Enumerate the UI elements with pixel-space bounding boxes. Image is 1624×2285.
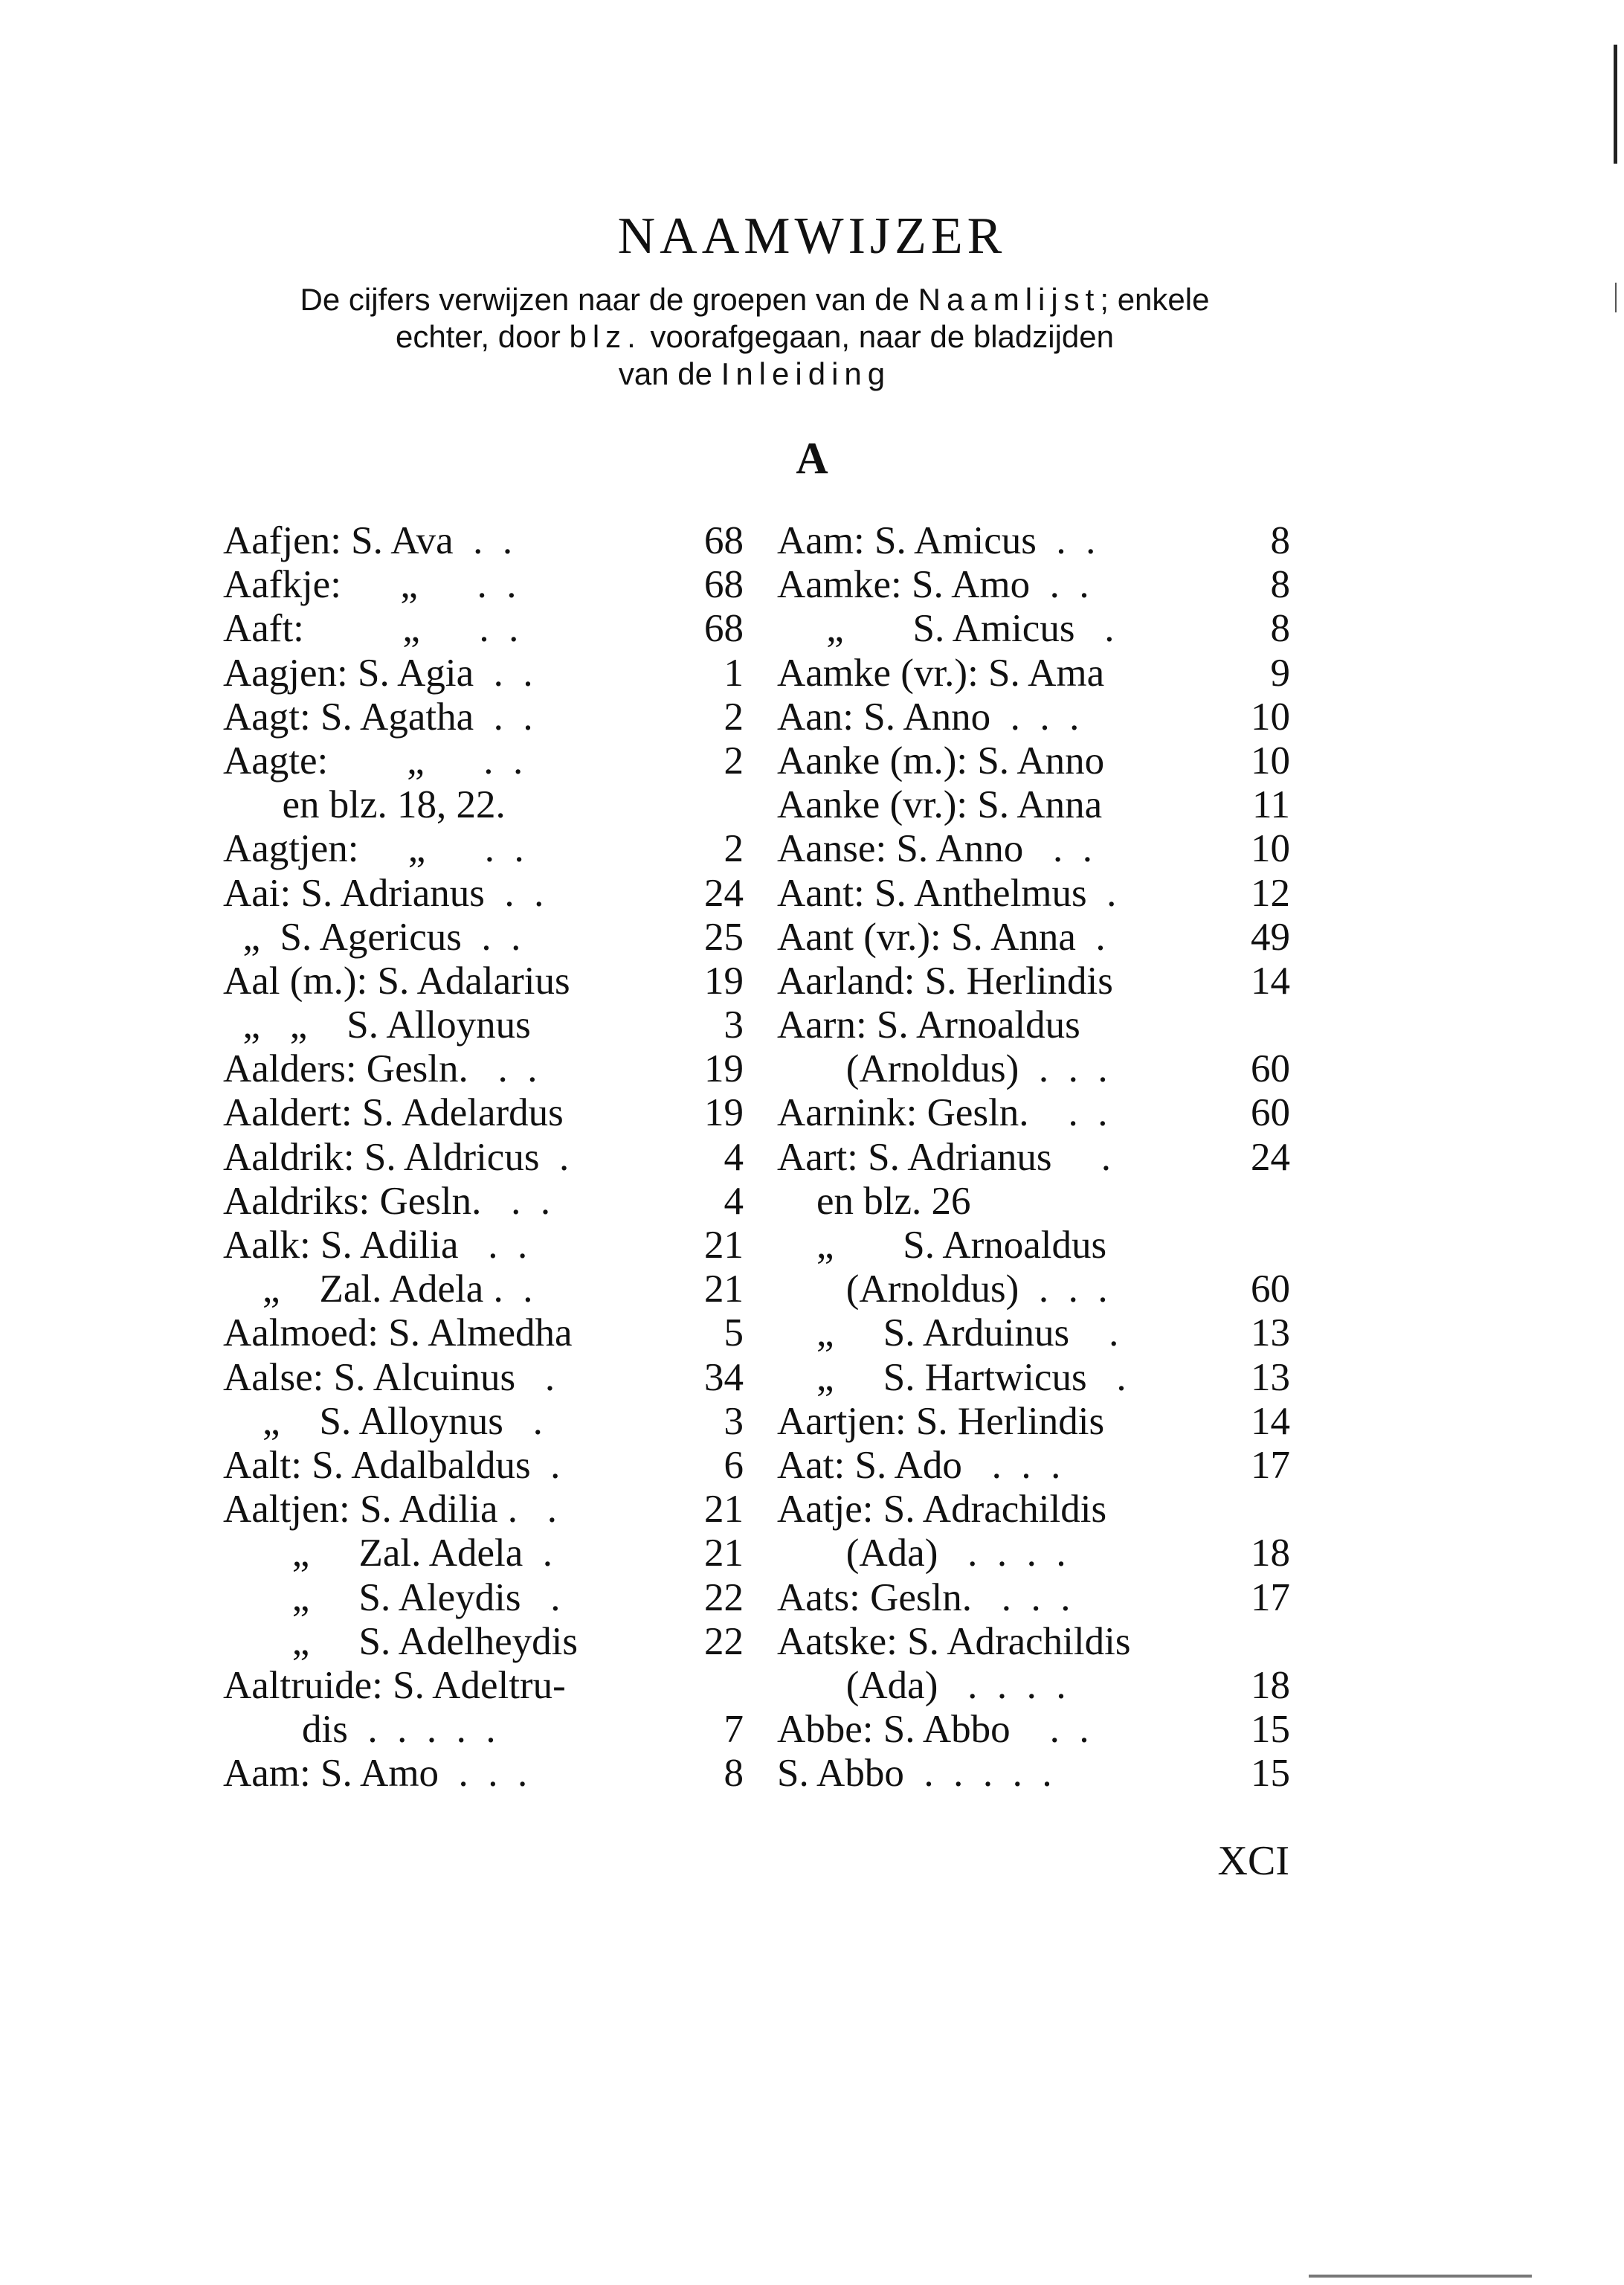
scan-edge-mark xyxy=(1615,283,1617,312)
index-entry xyxy=(223,1311,744,1355)
index-entry xyxy=(777,916,1290,960)
index-entry xyxy=(777,607,1290,651)
index-entry xyxy=(777,652,1290,695)
entry-number: 7 xyxy=(724,1708,744,1752)
index-entry xyxy=(777,1708,1290,1752)
entry-number: 18 xyxy=(1251,1532,1290,1575)
entry-text: Aai: S. Adrianus . . xyxy=(223,871,544,915)
entry-text: Aatske: S. Adrachildis xyxy=(777,1619,1131,1663)
index-entry xyxy=(777,1752,1290,1796)
entry-number: 22 xyxy=(704,1619,744,1663)
entry-text: „ Zal. Adela . . xyxy=(223,1267,533,1311)
index-entry xyxy=(777,563,1290,607)
index-entry xyxy=(777,1267,1290,1311)
entry-text: (Arnoldus) . . . xyxy=(777,1267,1108,1311)
index-entry xyxy=(223,1532,744,1575)
entry-number: 4 xyxy=(724,1179,744,1223)
entry-text: „ S. Agericus . . xyxy=(223,915,521,959)
entry-number: 2 xyxy=(724,695,744,739)
entry-number: 60 xyxy=(1251,1047,1290,1091)
entry-text: Aarn: S. Arnoaldus xyxy=(777,1003,1080,1047)
page-number: XCI xyxy=(1217,1838,1289,1884)
entry-text: „ S. Aleydis . xyxy=(223,1575,561,1619)
entry-number: 8 xyxy=(1270,607,1290,651)
entry-number: 21 xyxy=(704,1532,744,1575)
index-entry xyxy=(777,519,1290,563)
entry-number: 21 xyxy=(704,1267,744,1311)
index-entry xyxy=(223,960,744,1003)
entry-number: 3 xyxy=(724,1399,744,1443)
index-entry xyxy=(777,695,1290,739)
entry-text: „ S. Adelheydis xyxy=(223,1619,578,1663)
index-entry xyxy=(777,872,1290,916)
entry-number: 60 xyxy=(1251,1267,1290,1311)
entry-text: Aaldrik: S. Aldricus . xyxy=(223,1135,570,1179)
intro-note xyxy=(216,281,1294,393)
entry-text: Aamke: S. Amo . . xyxy=(777,563,1089,607)
index-entry xyxy=(777,739,1290,783)
index-entry xyxy=(223,827,744,871)
entry-number: 10 xyxy=(1251,827,1290,871)
index-entry xyxy=(777,1003,1290,1047)
entry-text: Abbe: S. Abbo . . xyxy=(777,1708,1089,1752)
entry-number: 8 xyxy=(724,1752,744,1796)
entry-number: 24 xyxy=(704,871,744,915)
entry-text: (Arnoldus) . . . xyxy=(777,1047,1108,1091)
index-entry xyxy=(777,1620,1290,1664)
entry-text: Aanse: S. Anno . . xyxy=(777,827,1092,871)
entry-text: Aart: S. Adrianus . xyxy=(777,1135,1111,1179)
index-entry xyxy=(777,960,1290,1003)
index-column-left xyxy=(223,519,744,1796)
entry-number: 25 xyxy=(704,915,744,959)
index-column-right xyxy=(777,519,1290,1796)
entry-text: Aam: S. Amo . . . xyxy=(223,1752,528,1796)
entry-number: 11 xyxy=(1251,783,1290,827)
entry-number: 2 xyxy=(724,739,744,782)
entry-text: „ S. Alloynus . xyxy=(223,1399,543,1443)
section-letter: A xyxy=(796,434,828,483)
entry-number: 19 xyxy=(704,959,744,1003)
entry-number: 10 xyxy=(1251,695,1290,739)
entry-text: „ S. Arduinus . xyxy=(777,1311,1119,1355)
entry-text: Aan: S. Anno . . . xyxy=(777,695,1080,739)
entry-text: „ Zal. Adela . xyxy=(223,1532,553,1575)
entry-text: en blz. 26 xyxy=(777,1179,971,1223)
index-entry xyxy=(777,1532,1290,1575)
entry-number: 17 xyxy=(1251,1443,1290,1487)
entry-text: „ S. Hartwicus . xyxy=(777,1355,1127,1399)
intro-line-3: van de Inleiding xyxy=(618,356,892,391)
entry-number: 14 xyxy=(1251,959,1290,1003)
index-entry xyxy=(223,1488,744,1532)
entry-number: 49 xyxy=(1251,915,1290,959)
entry-number: 19 xyxy=(704,1047,744,1091)
index-entry xyxy=(777,1444,1290,1488)
index-entry xyxy=(223,652,744,695)
entry-text: Aam: S. Amicus . . xyxy=(777,519,1096,562)
index-entry xyxy=(223,872,744,916)
entry-number: 10 xyxy=(1251,739,1290,782)
entry-text: „ „ S. Alloynus xyxy=(223,1003,531,1047)
entry-text: Aatje: S. Adrachildis xyxy=(777,1488,1107,1532)
index-entry xyxy=(777,1400,1290,1444)
entry-number: 2 xyxy=(724,827,744,871)
index-entry xyxy=(223,1224,744,1267)
entry-text: Aagte: „ . . xyxy=(223,739,523,782)
entry-number: 22 xyxy=(704,1575,744,1619)
intro-line-1: De cijfers verwijzen naar de groepen van de Naamlijst; enkele xyxy=(300,282,1210,317)
entry-text: Aaft: „ . . xyxy=(223,607,519,651)
index-entry xyxy=(223,1091,744,1135)
entry-text: Aalt: S. Adalbaldus . xyxy=(223,1443,561,1487)
entry-text: Aant: S. Anthelmus . xyxy=(777,871,1117,915)
index-entry xyxy=(223,563,744,607)
entry-number: 8 xyxy=(1270,563,1290,607)
entry-text: dis . . . . . xyxy=(223,1708,496,1752)
index-entry xyxy=(777,783,1290,827)
entry-text: „ S. Amicus . xyxy=(777,607,1115,651)
entry-text: Aagjen: S. Agia . . xyxy=(223,651,533,695)
index-entry xyxy=(223,916,744,960)
entry-number: 34 xyxy=(704,1355,744,1399)
entry-number: 15 xyxy=(1251,1752,1290,1796)
entry-text: Aal (m.): S. Adalarius xyxy=(223,959,570,1003)
entry-number: 60 xyxy=(1251,1091,1290,1135)
entry-number: 68 xyxy=(704,519,744,562)
intro-line-2: echter, door blz. voorafgegaan, naar de bladzijden xyxy=(396,319,1114,354)
index-entry xyxy=(223,783,744,827)
entry-text: Aalse: S. Alcuinus . xyxy=(223,1355,555,1399)
index-entry xyxy=(777,1047,1290,1091)
index-entry xyxy=(777,1224,1290,1267)
index-entry xyxy=(777,1136,1290,1180)
entry-text: (Ada) . . . . xyxy=(777,1532,1066,1575)
entry-text: (Ada) . . . . xyxy=(777,1663,1066,1707)
entry-number: 17 xyxy=(1251,1575,1290,1619)
entry-text: Aaltjen: S. Adilia . . xyxy=(223,1488,557,1532)
scan-foot-mark xyxy=(1309,2275,1532,2278)
index-entry xyxy=(777,1576,1290,1620)
index-entry xyxy=(777,1664,1290,1708)
index-entry xyxy=(223,1444,744,1488)
entry-number: 21 xyxy=(704,1224,744,1267)
entry-number: 21 xyxy=(704,1488,744,1532)
index-entry xyxy=(223,1356,744,1400)
page-title: NAAMWIJZER xyxy=(617,208,1007,265)
entry-text: S. Abbo . . . . . xyxy=(777,1752,1052,1796)
index-entry xyxy=(777,1311,1290,1355)
entry-number: 6 xyxy=(724,1443,744,1487)
entry-number: 18 xyxy=(1251,1663,1290,1707)
index-entry xyxy=(223,1708,744,1752)
index-entry xyxy=(777,1488,1290,1532)
entry-number: 1 xyxy=(724,651,744,695)
index-entry xyxy=(223,607,744,651)
entry-text: Aagtjen: „ . . xyxy=(223,827,524,871)
index-entry xyxy=(223,1620,744,1664)
index-entry xyxy=(223,1136,744,1180)
entry-text: Aarland: S. Herlindis xyxy=(777,959,1113,1003)
entry-text: Aagt: S. Agatha . . xyxy=(223,695,533,739)
entry-text: Aartjen: S. Herlindis xyxy=(777,1399,1105,1443)
entry-text: Aats: Gesln. . . . xyxy=(777,1575,1071,1619)
entry-number: 12 xyxy=(1251,871,1290,915)
index-entry xyxy=(223,519,744,563)
entry-number: 14 xyxy=(1251,1399,1290,1443)
entry-text: Aaldriks: Gesln. . . xyxy=(223,1179,551,1223)
entry-text: Aafkje: „ . . xyxy=(223,563,517,607)
entry-text: Aalmoed: S. Almedha xyxy=(223,1311,573,1355)
entry-number: 4 xyxy=(724,1135,744,1179)
index-entry xyxy=(223,1752,744,1796)
index-entry xyxy=(223,1267,744,1311)
index-entry xyxy=(223,695,744,739)
entry-text: Aaltruide: S. Adeltru- xyxy=(223,1663,566,1707)
index-entry xyxy=(223,1576,744,1620)
index-entry xyxy=(223,739,744,783)
entry-number: 24 xyxy=(1251,1135,1290,1179)
entry-text: Aanke (m.): S. Anno xyxy=(777,739,1105,782)
entry-number: 13 xyxy=(1251,1355,1290,1399)
entry-number: 5 xyxy=(724,1311,744,1355)
index-entry xyxy=(223,1664,744,1708)
entry-number: 13 xyxy=(1251,1311,1290,1355)
scan-edge-mark xyxy=(1614,45,1617,164)
entry-text: Aaldert: S. Adelardus xyxy=(223,1091,564,1135)
index-entry xyxy=(223,1400,744,1444)
entry-text: Aamke (vr.): S. Ama xyxy=(777,651,1105,695)
entry-number: 9 xyxy=(1270,651,1290,695)
entry-text: en blz. 18, 22. xyxy=(223,783,506,827)
index-entry xyxy=(777,1180,1290,1224)
index-entry xyxy=(223,1047,744,1091)
entry-text: Aafjen: S. Ava . . xyxy=(223,519,513,562)
entry-number: 19 xyxy=(704,1091,744,1135)
index-entry xyxy=(223,1003,744,1047)
index-entry xyxy=(223,1180,744,1224)
entry-number: 3 xyxy=(724,1003,744,1047)
entry-number: 68 xyxy=(704,607,744,651)
entry-text: „ S. Arnoaldus xyxy=(777,1224,1107,1267)
entry-number: 8 xyxy=(1270,519,1290,562)
entry-text: Aat: S. Ado . . . xyxy=(777,1443,1061,1487)
index-entry xyxy=(777,1356,1290,1400)
index-entry xyxy=(777,827,1290,871)
entry-number: 68 xyxy=(704,563,744,607)
entry-text: Aalk: S. Adilia . . xyxy=(223,1224,528,1267)
entry-text: Aarnink: Gesln. . . xyxy=(777,1091,1108,1135)
entry-text: Aalders: Gesln. . . xyxy=(223,1047,538,1091)
entry-number: 15 xyxy=(1251,1708,1290,1752)
index-entry xyxy=(777,1091,1290,1135)
entry-text: Aanke (vr.): S. Anna xyxy=(777,783,1103,827)
entry-text: Aant (vr.): S. Anna . xyxy=(777,915,1106,959)
